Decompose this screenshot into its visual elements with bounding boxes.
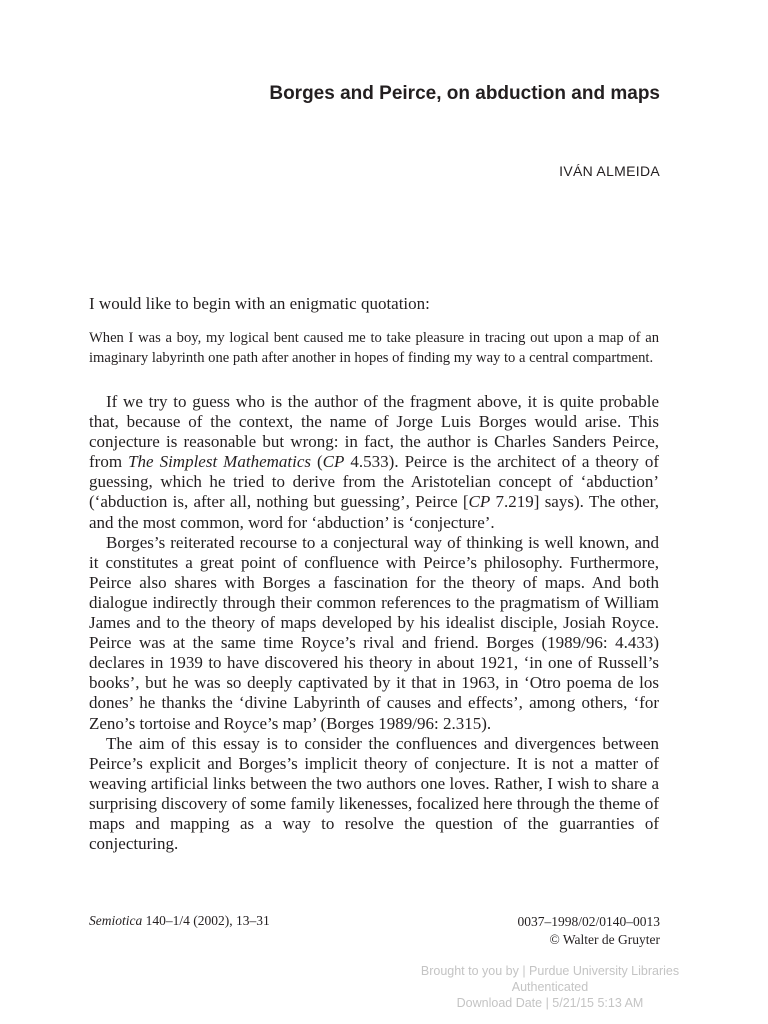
block-quotation: When I was a boy, my logical bent caused me to take pleasure in tracing out upon a map of an imaginary labyrinth one path after another in hopes of finding my way to a central compartment. — [89, 330, 659, 366]
watermark-line-1: Brought to you by | Purdue University Libraries — [420, 964, 680, 978]
watermark-line-2: Authenticated — [511, 980, 589, 994]
paragraph-3: The aim of this essay is to consider the confluences and divergences between Peirce’s explicit and Borges’s implicit theory of conjecture. It is not a matter of weaving artificial links between the two authors one loves. Rather, I wish to share a surprising discovery of some family likenesses, focalized here through the theme of maps and mapping as a way to resolve the question of the guarranties of conjecturing. — [89, 733, 659, 854]
paragraph-1-text-g: 7.219] says). The other, and the most common, word for ‘abduction’ is ‘conjecture’. — [89, 492, 659, 532]
issn-code: 0037–1998/02/0140–0013 — [517, 914, 660, 929]
cited-work-title: The Simplest Mathematics — [128, 452, 311, 472]
paragraph-1-text-a: If we try to guess who is the author of the fragment above, it is quite probable that, because of the context, the name of Jorge Luis Borges would arise. This conjecture is reasonable but wrong: in fact, the author is Charles Sanders Peirce, from — [89, 392, 659, 472]
paragraph-1-text-e: 4.533). Peirce is the architect of a theory of guessing, which he tried to derive from the Aristotelian concept of ‘abduction’ (‘abduction is, after all, nothing but guessing’, Peirce [ — [89, 452, 660, 512]
paragraph-1 — [89, 392, 659, 533]
paragraph-2: Borges’s reiterated recourse to a conjectural way of thinking is well known, and it constitutes a great point of confluence with Peirce’s philosophy. Furthermore, Peirce also shares with Borges a fascination for the theory of maps. And both dialogue indirectly through their common references to the pragmatism of William James and to the theory of maps developed by his idealist disciple, Josiah Royce. Peirce was at the same time Royce’s rival and friend. Borges (1989/96: 4.433) declares in 1939 to have discovered his theory in about 1921, ‘in one of Russell’s books’, but he was so deeply captivated by it that in 1963, in ‘Otro poema de los dones’ he thanks the ‘divine Labyrinth of causes and effects’, among others, ‘for Zeno’s tortoise and Royce’s map’ (Borges 1989/96: 2.315). — [89, 532, 659, 733]
author-name: IVÁN ALMEIDA — [559, 163, 660, 179]
paragraph-1-text-c: ( — [311, 452, 323, 472]
citation-details: 140–1/4 (2002), 13–31 — [142, 913, 270, 928]
watermark-line-3: Download Date | 5/21/15 5:13 AM — [456, 996, 644, 1010]
intro-sentence: I would like to begin with an enigmatic quotation: — [89, 294, 430, 313]
publication-info — [517, 913, 660, 949]
cp-abbrev-1: CP — [322, 452, 345, 472]
journal-name: Semiotica — [89, 913, 143, 928]
article-body — [89, 392, 659, 854]
journal-citation — [89, 913, 270, 929]
download-watermark — [380, 963, 720, 1011]
article-title: Borges and Peirce, on abduction and maps — [269, 83, 660, 104]
publisher-copyright: © Walter de Gruyter — [549, 932, 660, 947]
cp-abbrev-2: CP — [468, 492, 491, 512]
